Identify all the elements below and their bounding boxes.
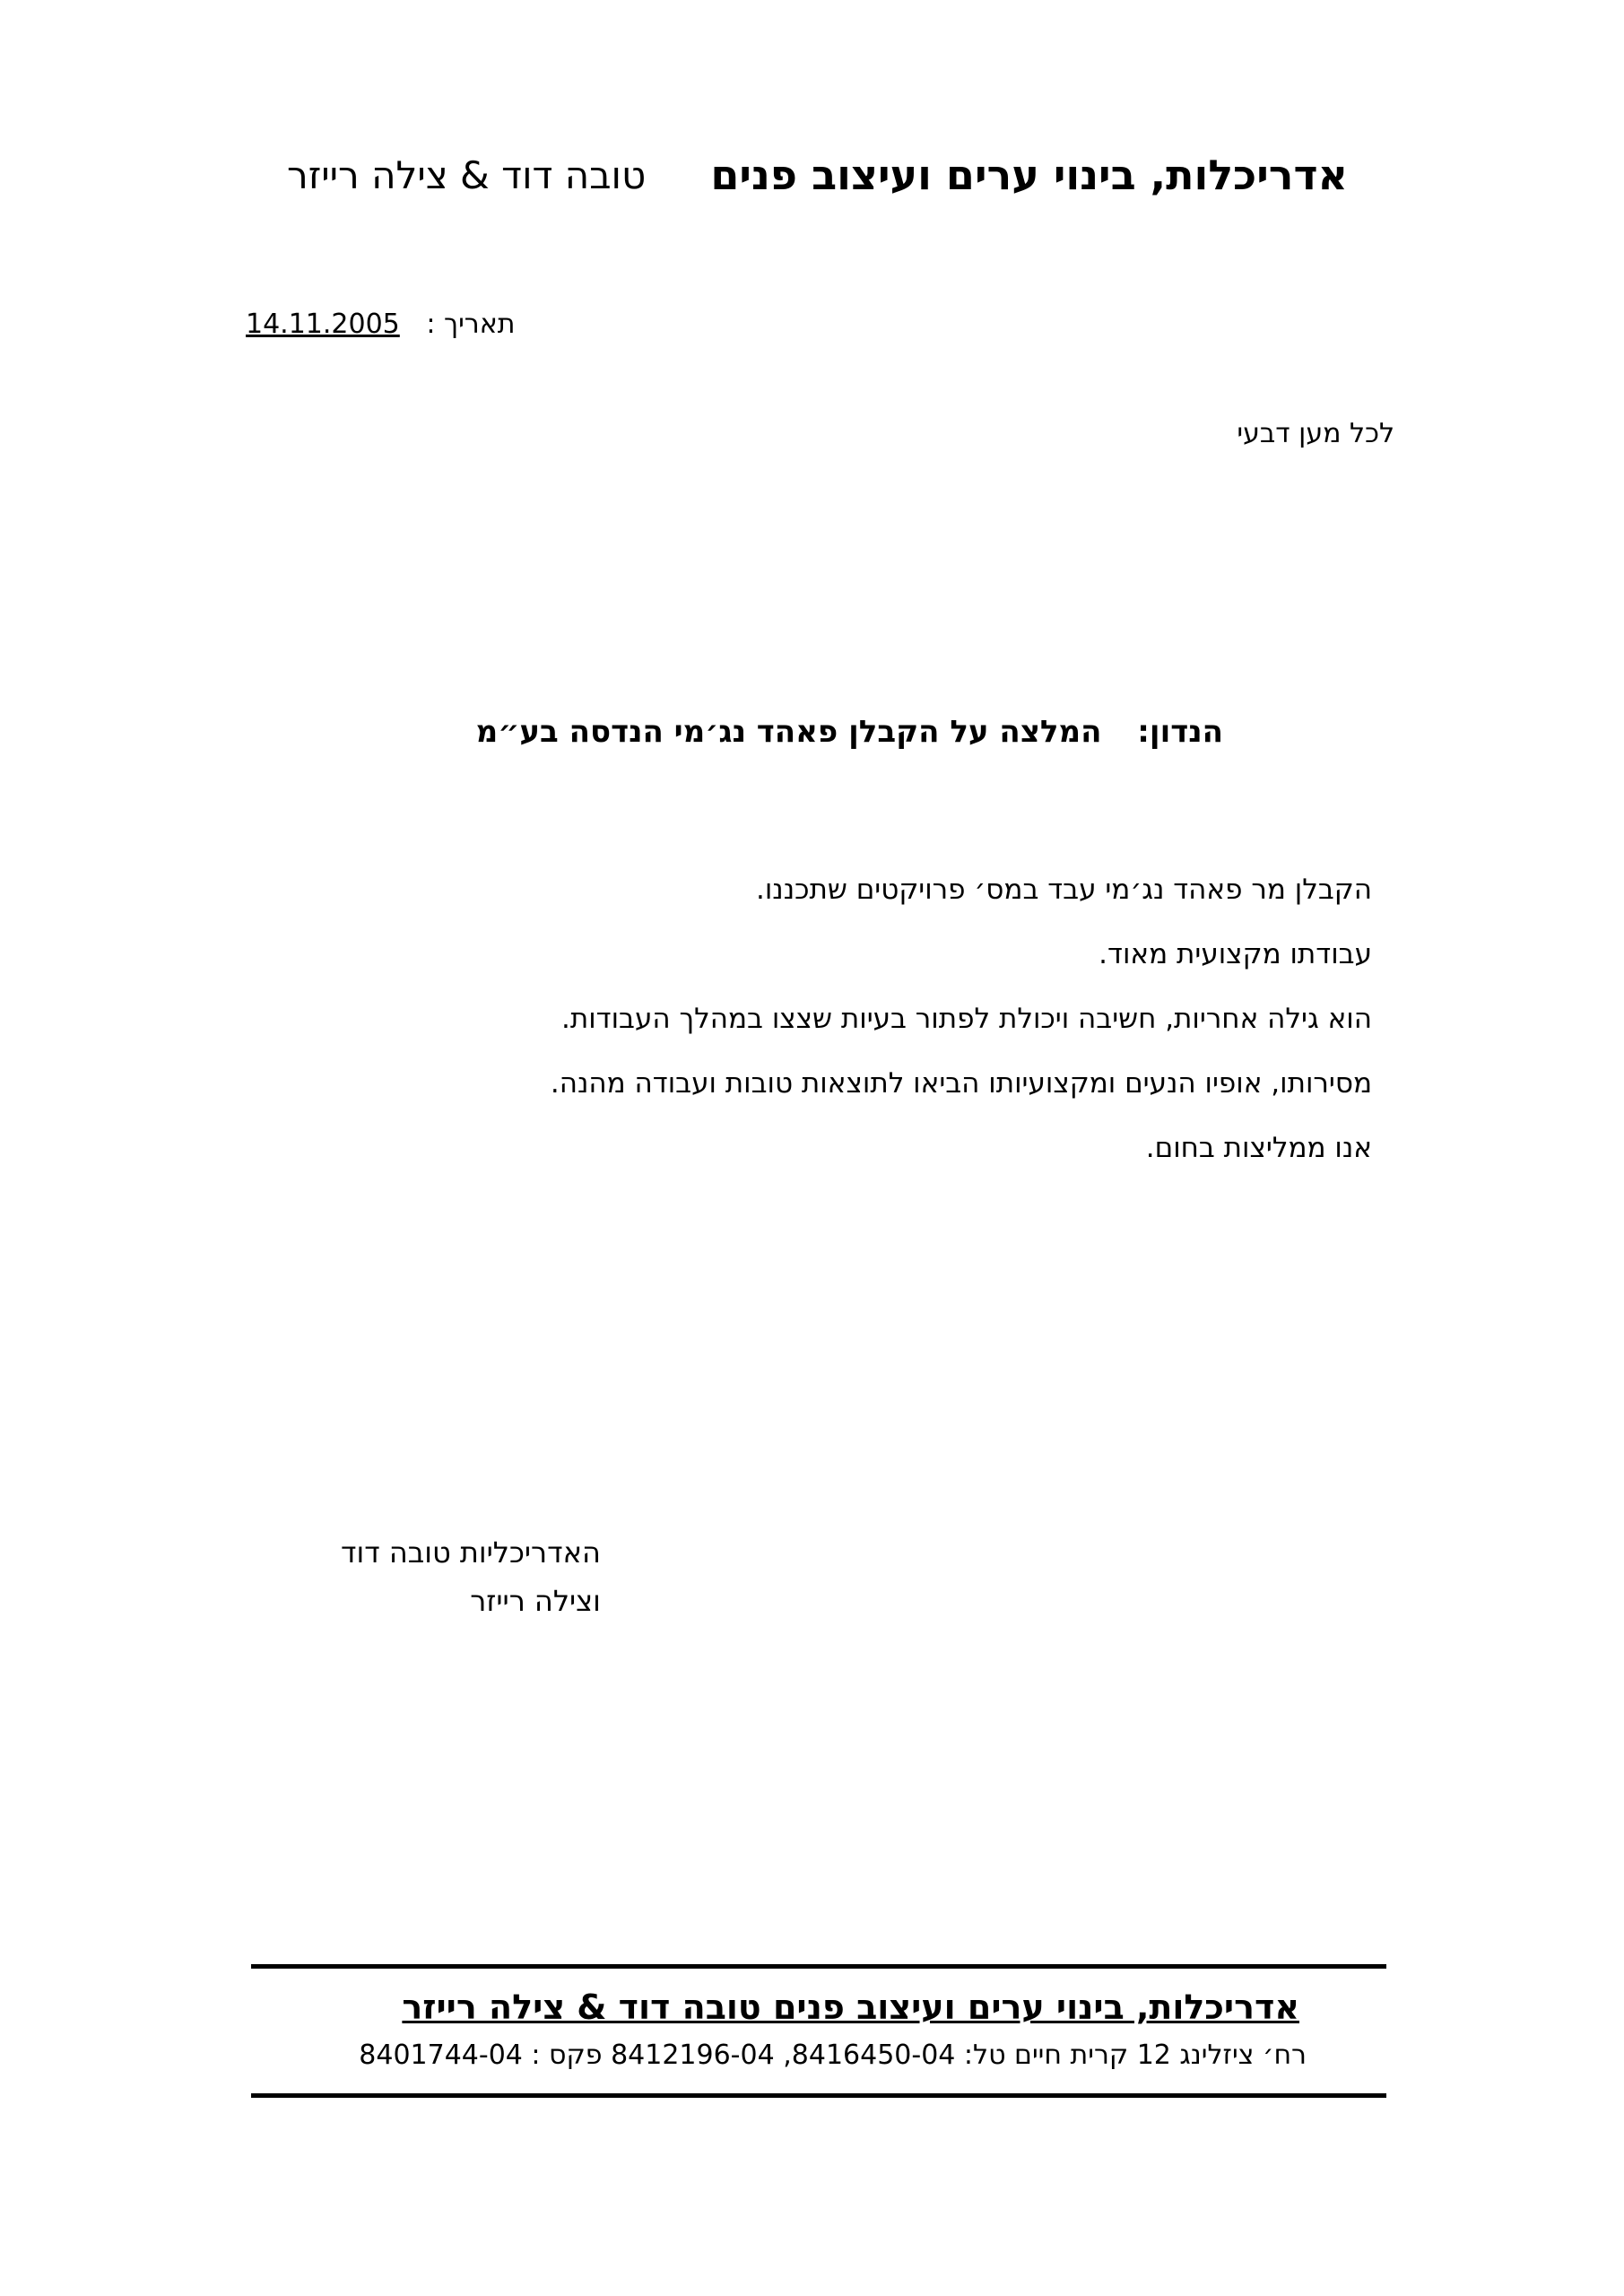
signature-line-1: האדריכליות טובה דוד: [341, 1535, 601, 1570]
letterhead-title: אדריכלות, בינוי ערים ועיצוב פנים: [710, 151, 1348, 199]
footer-title: אדריכלות, בינוי ערים ועיצוב פנים טובה דוד & צילה רייזר: [402, 1987, 1299, 2027]
footer-divider-bottom: [251, 2093, 1386, 2098]
body-line: עבודתו מקצועית מאוד.: [1099, 938, 1372, 970]
letter-body: [551, 857, 1372, 1180]
body-line: אנו ממליצות בחום.: [1145, 1132, 1372, 1164]
footer-divider-top: [251, 1964, 1386, 1969]
footer-address: רח׳ ציזלינג 12 קרית חיים טל: 8416450-04, 8412196-04 פקס : 8401744-04: [359, 2039, 1307, 2071]
greeting: לכל מען דבעי: [1237, 418, 1394, 449]
subject-label: הנדון:: [1137, 714, 1223, 750]
body-line: מסירותו, אופיו הנעים ומקצועיותו הביאו לתוצאות טובות ועבודה מהנה.: [550, 1067, 1372, 1100]
date-value: 14.11.2005: [246, 309, 400, 340]
subject-text: המלצה על הקבלן פאהד נג׳מי הנדסה בע״מ: [475, 714, 1102, 750]
date-row: [246, 309, 516, 340]
subject-line: [476, 714, 1223, 750]
signature-block: [341, 1528, 601, 1625]
body-line: הקבלן מר פאהד נג׳מי עבד במס׳ פרויקטים שתכננו.: [756, 874, 1372, 906]
date-label: תאריך :: [426, 309, 516, 340]
letterhead-names: טובה דוד & צילה רייזר: [287, 153, 647, 197]
signature-line-2: וצילה רייזר: [470, 1584, 601, 1618]
body-line: הוא גילה אחריות, חשיבה ויכולת לפתור בעיות שצצו במהלך העבודות.: [561, 1003, 1372, 1035]
